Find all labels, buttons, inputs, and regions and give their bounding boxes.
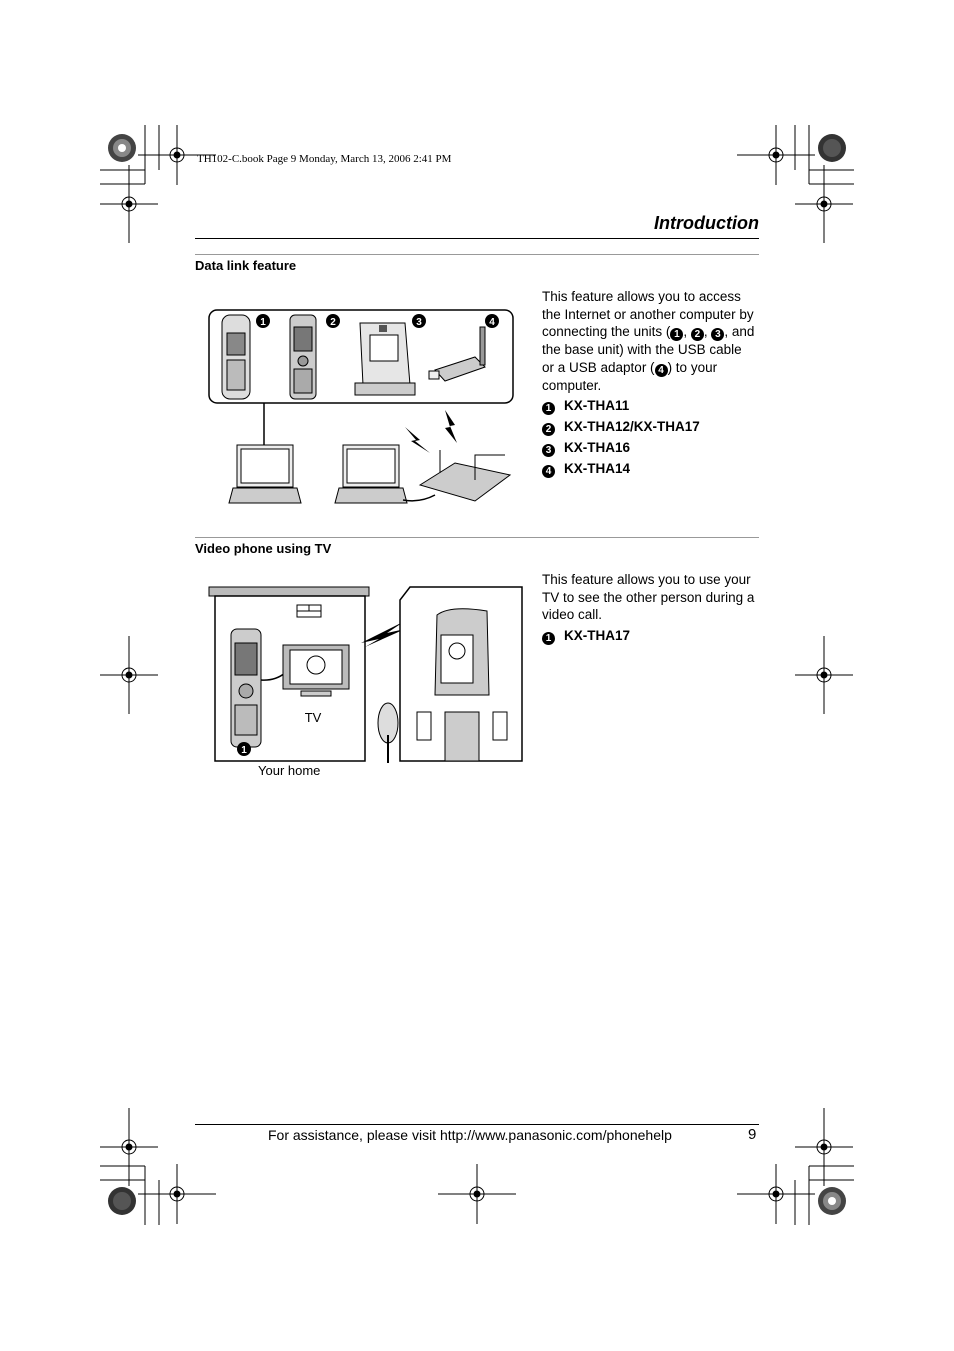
your-home-label: Your home — [258, 763, 321, 778]
section-rule-1 — [195, 254, 759, 255]
page-number: 9 — [748, 1126, 757, 1143]
book-info-line: TH102-C.book Page 9 Monday, March 13, 2006 2:41 PM — [197, 153, 452, 165]
inline-marker-3: 3 — [711, 328, 724, 341]
marker-1: 1 — [241, 745, 247, 756]
handset-kx-tha17-icon — [231, 629, 261, 747]
section-rule-2 — [195, 537, 759, 538]
header-rule — [195, 238, 759, 239]
list-item: 2 KX-THA12/KX-THA17 — [542, 419, 700, 436]
marker-3: 3 — [416, 317, 422, 328]
tv-label: TV — [304, 710, 322, 725]
list-item: 3 KX-THA16 — [542, 440, 630, 457]
list-item: 4 KX-THA14 — [542, 461, 630, 478]
section-title-data-link: Data link feature — [195, 258, 297, 273]
list-item: 1 KX-THA17 — [542, 628, 630, 645]
marker-2: 2 — [330, 317, 336, 328]
list-item: 1 KX-THA11 — [542, 398, 629, 415]
data-link-description — [542, 288, 757, 395]
para-text: , and the base unit) with the USB cable or a USB adaptor ( — [542, 324, 755, 376]
para-text: This feature allows you to access the Internet or another computer by connecting the units ( — [542, 289, 754, 340]
footer-rule — [195, 1124, 759, 1125]
marker-4: 4 — [489, 317, 495, 328]
page-header-title: Introduction — [654, 213, 759, 233]
laptop-icon — [335, 445, 407, 503]
footer-help-text: For assistance, please visit http://www.panasonic.com/phonehelp — [268, 1127, 672, 1143]
data-link-illustration — [205, 305, 520, 510]
para-text: , — [683, 324, 691, 340]
marker-1: 1 — [260, 317, 266, 328]
tv-icon — [283, 645, 349, 696]
inline-marker-4: 4 — [655, 364, 668, 377]
section-title-video-phone: Video phone using TV — [195, 541, 332, 556]
video-phone-description: This feature allows you to use your TV to see the other person during a video call. — [542, 572, 755, 623]
remote-handset-icon — [435, 609, 489, 695]
base-unit-icon — [420, 450, 510, 501]
para-text: , — [703, 324, 712, 340]
inline-marker-1: 1 — [670, 328, 683, 341]
unit-kx-tha16-icon — [355, 323, 415, 395]
handset-kx-tha12-icon — [290, 315, 316, 399]
laptop-icon — [229, 445, 301, 503]
handset-kx-tha11-icon — [222, 315, 250, 399]
para-text: ) to your computer. — [542, 360, 718, 394]
inline-marker-2: 2 — [691, 328, 704, 341]
tree-icon — [378, 703, 398, 763]
video-phone-illustration — [205, 585, 525, 767]
